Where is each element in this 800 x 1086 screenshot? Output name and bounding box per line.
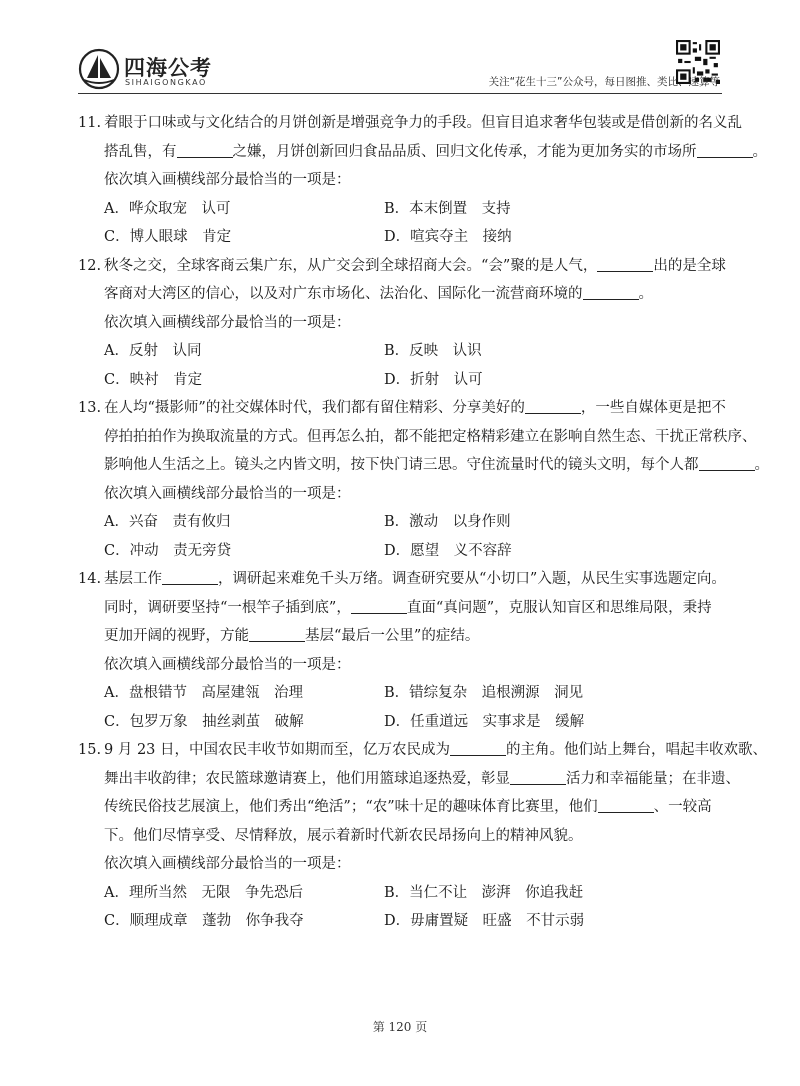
page-header [0, 0, 800, 100]
question-text: 之嫌，月饼创新回归食品品质、回归文化传承，才能为更加务实的市场所 [232, 143, 697, 160]
question-number: 12. [78, 257, 102, 274]
option-d: D．折射 认可 [384, 371, 483, 388]
question-prompt: 依次填入画横线部分最恰当的一项是： [104, 656, 351, 673]
question-13 [78, 394, 769, 565]
options-row [78, 366, 728, 395]
question-text: 着眼于口味或与文化结合的月饼创新是增强竞争力的手段。但盲目追求奢华包装或是借创新的名义乱 [104, 115, 742, 131]
question-text: 秋冬之交，全球客商云集广东，从广交会到全球招商大会。“会”聚的是人气， [104, 257, 598, 274]
question-stem-line [78, 765, 740, 794]
options-row [78, 337, 728, 366]
fill-in-blank [583, 283, 639, 300]
question-text: 的主角。他们站上舞台，唱起丰收欢歌、 [506, 742, 768, 758]
option-d: D．毋庸置疑 旺盛 不甘示弱 [384, 913, 585, 929]
question-text: ，调研起来难免千头万绪。调查研究要从“小切口”入题，从民生实事选题定向。 [218, 571, 726, 587]
question-text: 更加开阔的视野，方能 [104, 628, 249, 644]
fill-in-blank [697, 141, 753, 158]
question-stem-line [78, 451, 769, 480]
question-number: 14. [78, 571, 102, 587]
question-text: 在人均“摄影师”的社交媒体时代，我们都有留住精彩、分享美好的 [104, 400, 525, 416]
option-a: A．反射 认同 [104, 343, 202, 359]
question-text: 客商对大湾区的信心，以及对广东市场化、法治化、国际化一流营商环境的 [104, 286, 583, 302]
option-d: D．愿望 义不容辞 [384, 542, 512, 559]
option-a: A．哗众取宠 认可 [104, 200, 231, 217]
fill-in-blank [597, 255, 653, 272]
options-row [78, 879, 728, 908]
question-stem-line [78, 622, 728, 651]
fill-in-blank [450, 739, 506, 756]
question-stem-line [78, 822, 728, 851]
options-row [78, 708, 728, 737]
question-11 [78, 109, 767, 252]
question-stem-line [78, 280, 728, 309]
options-row [78, 679, 728, 708]
option-a: A．理所当然 无限 争先恐后 [104, 884, 303, 901]
question-text: 直面“真问题”，克服认知盲区和思维局限，秉持 [406, 599, 712, 616]
fill-in-blank [162, 568, 218, 585]
question-text: 同时，调研要坚持“一根竿子插到底”， [104, 599, 351, 616]
question-stem-line [78, 565, 728, 594]
question-prompt: 依次填入画横线部分最恰当的一项是： [104, 856, 351, 872]
question-stem-line [78, 594, 728, 623]
option-a: A．盘根错节 高屋建瓴 治理 [104, 685, 303, 701]
question-text: 下。他们尽情享受、尽情释放，展示着新时代新农民昂扬向上的精神风貌。 [104, 827, 583, 844]
logo-chinese-name: 四海公考 [124, 56, 212, 80]
question-stem-line [78, 109, 742, 138]
options-row [78, 537, 728, 566]
question-text: 影响他人生活之上。镜头之内皆文明，按下快门请三思。守住流量时代的镜头文明，每个人都 [104, 457, 699, 473]
question-stem-line [78, 423, 757, 452]
question-text: 传统民俗技艺展演上，他们秀出“绝活”；“农”味十足的趣味体育比赛里，他们 [104, 799, 598, 815]
option-b: B．反映 认识 [384, 343, 482, 359]
option-c: C．博人眼球 肯定 [104, 229, 232, 245]
question-text: 、一较高 [653, 799, 712, 815]
question-number: 15. [78, 742, 102, 758]
option-b: B．激动 以身作则 [384, 514, 511, 530]
option-b: B．本末倒置 支持 [384, 200, 511, 217]
question-text: 基层“最后一公里”的症结。 [305, 628, 480, 644]
question-15 [78, 736, 768, 936]
options-row [78, 195, 728, 224]
question-stem-line [78, 736, 768, 765]
question-number: 13. [78, 400, 102, 416]
question-text: 。 [752, 143, 767, 160]
question-number: 11. [78, 115, 102, 131]
question-stem-line [78, 793, 728, 822]
fill-in-blank [177, 141, 233, 158]
question-text: 。 [638, 286, 653, 302]
question-text: ，一些自媒体更是把不 [580, 400, 726, 416]
header-divider [78, 93, 722, 94]
page-number: 第 120 页 [372, 1020, 428, 1034]
question-text: 舞出丰收韵律；农民篮球邀请赛上，他们用篮球追逐热爱，彰显 [104, 770, 510, 787]
header-slogan: 关注“花生十三”公众号，每日图推、类比、速算等 [488, 76, 720, 88]
option-b: B．错综复杂 追根溯源 洞见 [384, 685, 584, 701]
brand-logo [78, 48, 228, 92]
logo-english-name: SIHAIGONGKAO [125, 78, 207, 87]
option-c: C．映衬 肯定 [104, 371, 203, 388]
question-stem-line [78, 394, 728, 423]
option-c: C．包罗万象 抽丝剥茧 破解 [104, 713, 304, 730]
options-row [78, 223, 728, 252]
question-text: 停拍拍拍作为换取流量的方式。但再怎么拍，都不能把定格精彩建立在影响自然生态、干扰正常秩序、 [104, 428, 757, 445]
option-b: B．当仁不让 澎湃 你追我赶 [384, 884, 584, 901]
options-row [78, 508, 728, 537]
question-stem-line [78, 252, 728, 281]
question-prompt: 依次填入画横线部分最恰当的一项是： [104, 485, 351, 502]
fill-in-blank [351, 597, 407, 614]
option-d: D．喧宾夺主 接纳 [384, 229, 512, 245]
option-a: A．兴奋 责有攸归 [104, 514, 231, 530]
question-stem-line [78, 138, 767, 167]
question-text: 活力和幸福能量；在非遗、 [566, 770, 740, 787]
sailboat-logo-icon [78, 48, 120, 90]
question-prompt: 依次填入画横线部分最恰当的一项是： [104, 172, 351, 188]
option-d: D．任重道远 实事求是 缓解 [384, 713, 585, 730]
fill-in-blank [510, 768, 566, 785]
question-text: 出的是全球 [653, 257, 726, 274]
question-14 [78, 565, 728, 736]
question-list [78, 109, 769, 936]
question-12 [78, 252, 728, 395]
option-c: C．顺理成章 蓬勃 你争我夺 [104, 913, 304, 929]
fill-in-blank [598, 796, 654, 813]
options-row [78, 907, 728, 936]
question-text: 。 [754, 457, 769, 473]
fill-in-blank [249, 625, 305, 642]
option-c: C．冲动 责无旁贷 [104, 542, 232, 559]
question-text: 搭乱售，有 [104, 143, 177, 160]
fill-in-blank [525, 397, 581, 414]
question-text: 9 月 23 日，中国农民丰收节如期而至，亿万农民成为 [104, 742, 451, 758]
question-prompt: 依次填入画横线部分最恰当的一项是： [104, 314, 351, 331]
fill-in-blank [699, 454, 755, 471]
question-text: 基层工作 [104, 571, 162, 587]
